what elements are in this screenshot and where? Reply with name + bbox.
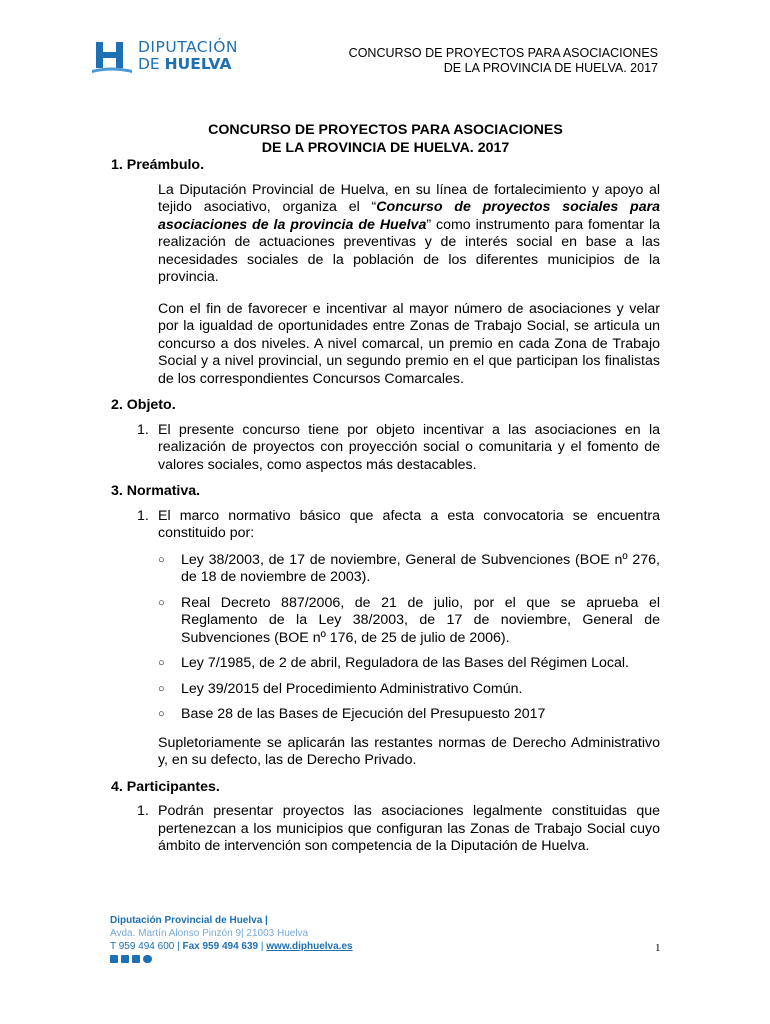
- logo-line1: DIPUTACIÓN: [138, 38, 238, 56]
- bullet-icon: ○: [158, 657, 165, 669]
- logo-h-icon: [92, 38, 134, 74]
- page-header: [349, 46, 658, 76]
- facebook-icon[interactable]: [110, 955, 118, 963]
- objeto-item: 1. El presente concurso tiene por objeto incentivar a las asociaciones en la realización de proyectos con proyección social o comunitaria y el fomento de valores sociales, como aspectos más destacables.: [137, 421, 660, 473]
- youtube-icon[interactable]: [132, 955, 140, 963]
- list-item: ○ Ley 39/2015 del Procedimiento Administrativo Común.: [158, 680, 523, 697]
- document-title: [111, 122, 660, 157]
- section-heading-objeto: 2. Objeto.: [111, 397, 176, 413]
- title-line2: DE LA PROVINCIA DE HUELVA. 2017: [261, 139, 510, 156]
- page-footer: [110, 914, 353, 963]
- header-line2: DE LA PROVINCIA DE HUELVA. 2017: [443, 61, 658, 75]
- bullet-icon: ○: [158, 682, 165, 695]
- supletorio-paragraph: Supletoriamente se aplicarán las restantes normas de Derecho Administrativo y, en su defecto, las de Derecho Privado.: [158, 734, 660, 768]
- logo-line2: DE HUELVA: [138, 55, 232, 73]
- header-line1: CONCURSO DE PROYECTOS PARA ASOCIACIONES: [348, 46, 658, 60]
- footer-org: Diputación Provincial de Huelva |: [110, 915, 268, 926]
- list-item: ○ Base 28 de las Bases de Ejecución del Presupuesto 2017: [158, 706, 546, 722]
- preambulo-paragraph-1: La Diputación Provincial de Huelva, en su línea de fortalecimiento y apoyo al tejido asociativo, organiza el “Concurso de proyectos sociales para asociaciones de la provincia de Huelva” como instrumento para fomentar la realización de actuaciones preventivas y de interés social en base a las necesidades sociales de la población de los diferentes municipios de la provincia.: [158, 181, 660, 285]
- participantes-item: 1. Podrán presentar proyectos las asociaciones legalmente constituidas que pertenezcan a los municipios que configuran las Zonas de Trabajo Social cuyo ámbito de intervención son competencia de la Diputación de Huelva.: [137, 803, 660, 854]
- website-link[interactable]: www.diphuelva.es: [266, 941, 353, 952]
- preambulo-paragraph-2: Con el fin de favorecer e incentivar al mayor número de asociaciones y velar por la igualdad de oportunidades entre Zonas de Trabajo Social, se articula un concurso a dos niveles. A nivel comarcal, un premio en cada Zona de Trabajo Social y a nivel provincial, un segundo premio en el que participan los finalistas de los correspondientes Concursos Comarcales.: [158, 300, 660, 387]
- title-line1: CONCURSO DE PROYECTOS PARA ASOCIACIONES: [208, 122, 563, 138]
- bullet-icon: ○: [158, 708, 165, 720]
- twitter-icon[interactable]: [121, 955, 129, 963]
- list-item: ○ Ley 38/2003, de 17 de noviembre, General de Subvenciones (BOE nº 276, de 18 de noviembre de 2003).: [158, 551, 660, 585]
- section-heading-participantes: 4. Participantes.: [111, 778, 220, 795]
- flickr-icon[interactable]: [143, 955, 152, 963]
- bullet-icon: ○: [158, 553, 165, 566]
- section-heading-normativa: 3. Normativa.: [111, 483, 201, 499]
- section-heading-preambulo: 1. Preámbulo.: [111, 157, 205, 173]
- footer-contact: T 959 494 600 | Fax 959 494 639 | www.diphuelva.es: [110, 941, 353, 952]
- normativa-item: 1. El marco normativo básico que afecta a esta convocatoria se encuentra constituido por:: [137, 507, 660, 541]
- list-item: ○ Real Decreto 887/2006, de 21 de julio, por el que se aprueba el Reglamento de la Ley 38/2003, de 17 de noviembre, General de Subvenciones (BOE nº 176, de 25 de julio de 2006).: [158, 594, 660, 646]
- social-icons: [110, 955, 353, 963]
- page-number: 1: [655, 942, 661, 954]
- diputacion-logo: [92, 38, 252, 78]
- bullet-icon: ○: [158, 596, 165, 609]
- document-body: [111, 122, 660, 856]
- list-item: ○ Ley 7/1985, de 2 de abril, Reguladora de las Bases del Régimen Local.: [158, 655, 629, 671]
- footer-address: Avda. Martín Alonso Pinzón 9| 21003 Huelva: [110, 928, 309, 939]
